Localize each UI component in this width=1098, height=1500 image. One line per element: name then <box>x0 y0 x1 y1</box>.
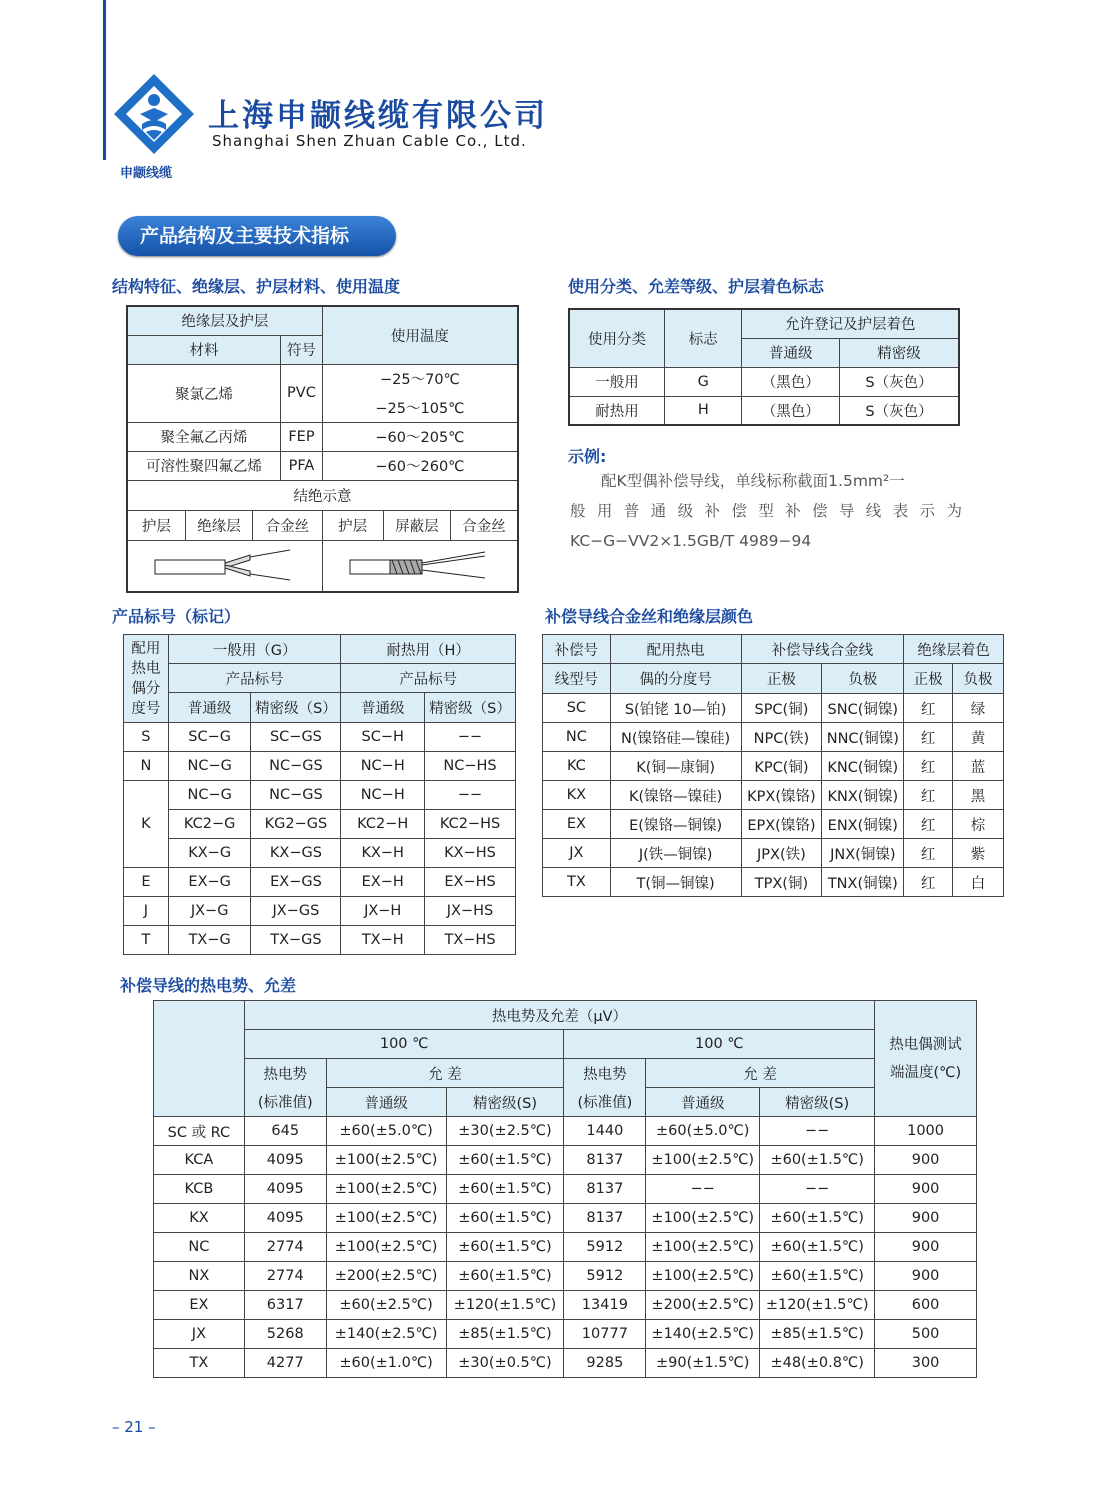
table-cell: ±100(±2.5℃) <box>646 1233 760 1262</box>
table-cell: TX−HS <box>425 926 516 955</box>
table-cell: ±60(±1.5℃) <box>446 1175 564 1204</box>
table-cell: TX−GS <box>251 926 341 955</box>
h-test-line: 热电偶测试 <box>889 1036 962 1053</box>
table-cell: 4095 <box>244 1204 326 1233</box>
table-cell: KNC(铜镍) <box>822 752 904 781</box>
h-use: 使用分类 <box>569 309 665 367</box>
h-model: 产品标号 <box>168 664 341 693</box>
table-cell: ±100(±2.5℃) <box>646 1262 760 1291</box>
table-cell: −− <box>425 781 516 810</box>
table-cell: EX−H <box>341 868 425 897</box>
table-cell: 红 <box>904 694 953 723</box>
table-cell: 900 <box>875 1233 977 1262</box>
table-cell: G <box>665 367 742 396</box>
table-cell: KCA <box>154 1146 245 1175</box>
table-cell: EX <box>154 1291 245 1320</box>
h-tc: 偶的分度号 <box>610 664 741 694</box>
h-emf: 热电势及允差（μV） <box>244 1001 874 1030</box>
h-neg: 负极 <box>953 664 1004 694</box>
h-normal: 普通级 <box>742 338 840 367</box>
h-general: 一般用（G） <box>168 635 341 664</box>
diagram-label: 屏蔽层 <box>383 511 450 541</box>
example-text <box>570 466 962 556</box>
table-cell: ±140(±2.5℃) <box>326 1320 446 1349</box>
company-name-cn: 上海申颛线缆有限公司 <box>208 98 548 134</box>
table-cell: JX <box>154 1320 245 1349</box>
table-cell: 一般用 <box>569 367 665 396</box>
table-cell: 棕 <box>953 810 1004 839</box>
table-cell: KX−HS <box>425 839 516 868</box>
table-cell: ±100(±2.5℃) <box>646 1204 760 1233</box>
table-cell: 900 <box>875 1175 977 1204</box>
h-normal: 普通级 <box>341 693 425 723</box>
h-test <box>875 1001 977 1117</box>
h-tol: 允 差 <box>326 1059 564 1088</box>
table-cell: KNX(铜镍) <box>822 781 904 810</box>
table-cell: 红 <box>904 839 953 868</box>
table-cell: PVC <box>281 364 323 422</box>
table-cell: JX−H <box>341 897 425 926</box>
h-normal: 普通级 <box>326 1088 446 1117</box>
table-cell: ±100(±2.5℃) <box>326 1204 446 1233</box>
table-cell: S <box>124 723 169 752</box>
table-cell: ±120(±1.5℃) <box>760 1291 875 1320</box>
table-cell: 900 <box>875 1262 977 1291</box>
table-cell: ±200(±2.5℃) <box>326 1262 446 1291</box>
logo-caption: 申颛线缆 <box>120 166 173 181</box>
table-cell: 900 <box>875 1146 977 1175</box>
table-cell: S（灰色） <box>840 396 959 425</box>
table-cell: NC <box>543 723 611 752</box>
table-cell: FEP <box>281 422 323 451</box>
table-cell: ±85(±1.5℃) <box>760 1320 875 1349</box>
table-cell: JPX(铁) <box>741 839 822 868</box>
h-model: 线型号 <box>543 664 611 694</box>
table-cell: ±60(±1.5℃) <box>760 1233 875 1262</box>
table-cell: 紫 <box>953 839 1004 868</box>
h-insulation: 绝缘层及护层 <box>127 306 322 335</box>
table-cell: −− <box>760 1117 875 1146</box>
table-cell: 黑 <box>953 781 1004 810</box>
table-cell: 6317 <box>244 1291 326 1320</box>
h-precise: 精密级 <box>840 338 959 367</box>
table-cell: （黑色） <box>742 396 840 425</box>
table-cell: 8137 <box>564 1146 646 1175</box>
h-neg: 负极 <box>822 664 904 694</box>
table-cell: NC−GS <box>251 781 341 810</box>
table-cell: ±60(±1.5℃) <box>760 1146 875 1175</box>
table-cell: TPX(铜) <box>741 868 822 897</box>
h-normal: 普通级 <box>168 693 251 723</box>
table-cell: SNC(铜镍) <box>822 694 904 723</box>
section2-title: 使用分类、允差等级、护层着色标志 <box>568 277 825 296</box>
table-cell: ±60(±1.0℃) <box>326 1349 446 1378</box>
table-cell: K <box>124 781 169 868</box>
table-cell: KX <box>543 781 611 810</box>
table-cell: 2774 <box>244 1262 326 1291</box>
diagram-label: 护层 <box>322 511 383 541</box>
diagram-label: 护层 <box>128 511 185 541</box>
table-cell: 500 <box>875 1320 977 1349</box>
table-cell: −− <box>646 1175 760 1204</box>
table-cell: SC <box>543 694 611 723</box>
table-cell: ±60(±1.5℃) <box>760 1204 875 1233</box>
table-cell: SC−H <box>341 723 425 752</box>
table-cell: 绿 <box>953 694 1004 723</box>
table-cell: 红 <box>904 752 953 781</box>
table-cell: KG2−GS <box>251 810 341 839</box>
table-cell: 900 <box>875 1204 977 1233</box>
table-cell: ±140(±2.5℃) <box>646 1320 760 1349</box>
table-cell: S(铂铑 10—铂) <box>610 694 741 723</box>
table-cell: −− <box>425 723 516 752</box>
table-cell: EX−GS <box>251 868 341 897</box>
h-emf-val: 热电势 <box>244 1059 326 1088</box>
header-rule <box>103 0 106 160</box>
emf-tolerance-table <box>153 1000 977 1378</box>
table-cell: T(铜—铜镍) <box>610 868 741 897</box>
table-cell: 红 <box>904 723 953 752</box>
company-logo-icon <box>112 72 196 156</box>
table-cell: 聚全氟乙丙烯 <box>127 422 281 451</box>
diagram-label: 合金丝 <box>253 511 322 541</box>
table-cell: ENX(铜镍) <box>822 810 904 839</box>
table-cell: SC−GS <box>251 723 341 752</box>
table-cell: E(镍铬—铜镍) <box>610 810 741 839</box>
h-emf-std: (标准值) <box>564 1088 646 1117</box>
table-cell: 白 <box>953 868 1004 897</box>
structure-table <box>126 305 519 593</box>
h-model: 补偿号 <box>543 635 611 664</box>
table-cell: H <box>665 396 742 425</box>
example-line-3: KC−G−VV2×1.5GB/T 4989−94 <box>570 532 812 550</box>
table-cell: ±60(±1.5℃) <box>446 1146 564 1175</box>
table-cell: 耐热用 <box>569 396 665 425</box>
table-cell: S（灰色） <box>840 367 959 396</box>
usage-class-table <box>568 308 960 426</box>
table-cell: NC−H <box>341 752 425 781</box>
table-cell: ±60(±5.0℃) <box>326 1117 446 1146</box>
table-cell: KC2−H <box>341 810 425 839</box>
table-cell: TNX(铜镍) <box>822 868 904 897</box>
cable-diagram-shielded-icon <box>345 546 495 586</box>
table-cell: ±200(±2.5℃) <box>646 1291 760 1320</box>
table-cell: KX−H <box>341 839 425 868</box>
table-cell: NC−GS <box>251 752 341 781</box>
table-cell: −− <box>760 1175 875 1204</box>
table-cell: KX−G <box>168 839 251 868</box>
table-cell: EPX(镍铬) <box>741 810 822 839</box>
h-emf-val: 热电势 <box>564 1059 646 1088</box>
table-cell: −25～70℃ <box>322 364 518 393</box>
table-cell: −25～105℃ <box>322 393 518 422</box>
table-cell: 红 <box>904 781 953 810</box>
h-temp: 使用温度 <box>322 306 518 364</box>
table-cell: 4095 <box>244 1175 326 1204</box>
product-code-table <box>123 634 516 955</box>
table-cell: ±85(±1.5℃) <box>446 1320 564 1349</box>
table-cell: J(铁—铜镍) <box>610 839 741 868</box>
table-cell: ±48(±0.8℃) <box>760 1349 875 1378</box>
h-symbol: 符号 <box>281 335 323 364</box>
h-pos: 正极 <box>741 664 822 694</box>
h-emf-std: (标准值) <box>244 1088 326 1117</box>
table-cell: −60～205℃ <box>322 422 518 451</box>
table-cell: 5912 <box>564 1233 646 1262</box>
table-cell: TX−H <box>341 926 425 955</box>
table-cell: TX <box>543 868 611 897</box>
h-div <box>124 635 169 723</box>
h-precise: 精密级（S） <box>425 693 516 723</box>
table-cell: JX <box>543 839 611 868</box>
table-cell: T <box>124 926 169 955</box>
table-cell: NC−HS <box>425 752 516 781</box>
table-cell: 红 <box>904 868 953 897</box>
h-material: 材料 <box>127 335 281 364</box>
example-line-1: 配K型偶补偿导线，单线标称截面1.5mm²一 <box>601 472 905 490</box>
table-cell: E <box>124 868 169 897</box>
table-cell: NC−G <box>168 781 251 810</box>
page-number: – 21 – <box>112 1418 156 1436</box>
h-tc: 配用热电 <box>610 635 741 664</box>
table-cell: 5268 <box>244 1320 326 1349</box>
table-cell: TX−G <box>168 926 251 955</box>
table-cell: ±100(±2.5℃) <box>326 1175 446 1204</box>
table-cell: EX <box>543 810 611 839</box>
section-banner: 产品结构及主要技术指标 <box>118 216 396 256</box>
section1-title: 结构特征、绝缘层、护层材料、使用温度 <box>112 277 401 296</box>
table-cell: PFA <box>281 451 323 480</box>
table-cell: KPX(镍铬) <box>741 781 822 810</box>
diagram-label: 合金丝 <box>462 518 506 535</box>
section3-title: 产品标号（标记） <box>112 607 241 626</box>
table-cell: JNX(铜镍) <box>822 839 904 868</box>
h-t2: 100 ℃ <box>564 1030 875 1059</box>
table-cell: NPC(铁) <box>741 723 822 752</box>
table-cell: KX <box>154 1204 245 1233</box>
table-cell: 2774 <box>244 1233 326 1262</box>
h-alloy: 补偿导线合金线 <box>741 635 904 664</box>
h-tol: 允 差 <box>646 1059 875 1088</box>
table-cell: 600 <box>875 1291 977 1320</box>
h-heat: 耐热用（H） <box>341 635 516 664</box>
table-cell: SC−G <box>168 723 251 752</box>
table-cell: NC−G <box>168 752 251 781</box>
h-div-line: 度号 <box>131 700 161 717</box>
table-cell: ±60(±1.5℃) <box>446 1204 564 1233</box>
table-cell: 8137 <box>564 1204 646 1233</box>
table-cell: ±60(±1.5℃) <box>446 1262 564 1291</box>
section4-title: 补偿导线合金丝和绝缘层颜色 <box>545 607 754 626</box>
table-cell: ±100(±2.5℃) <box>326 1233 446 1262</box>
table-cell: ±60(±2.5℃) <box>326 1291 446 1320</box>
table-cell: 300 <box>875 1349 977 1378</box>
h-div-line: 热电 <box>131 660 161 677</box>
table-cell: SC 或 RC <box>154 1117 245 1146</box>
table-cell: ±30(±2.5℃) <box>446 1117 564 1146</box>
table-cell: ±90(±1.5℃) <box>646 1349 760 1378</box>
table-cell: 9285 <box>564 1349 646 1378</box>
table-cell: ±60(±5.0℃) <box>646 1117 760 1146</box>
h-precise: 精密级（S） <box>251 693 341 723</box>
table-cell: 8137 <box>564 1175 646 1204</box>
table-cell: −60～260℃ <box>322 451 518 480</box>
table-cell: ±120(±1.5℃) <box>446 1291 564 1320</box>
table-cell: EX−HS <box>425 868 516 897</box>
table-cell: JX−HS <box>425 897 516 926</box>
diagram-label: 绝缘层 <box>185 511 252 541</box>
alloy-color-table <box>542 634 1004 897</box>
table-cell: N(镍铬硅—镍硅) <box>610 723 741 752</box>
h-model: 产品标号 <box>341 664 516 693</box>
h-pos: 正极 <box>904 664 953 694</box>
table-cell: NX <box>154 1262 245 1291</box>
table-cell: 645 <box>244 1117 326 1146</box>
table-cell: 可溶性聚四氟乙烯 <box>127 451 281 480</box>
company-name-en: Shanghai Shen Zhuan Cable Co., Ltd. <box>212 132 527 150</box>
diagram-title: 结绝示意 <box>127 480 518 510</box>
table-cell: KC2−G <box>168 810 251 839</box>
table-cell: KCB <box>154 1175 245 1204</box>
table-cell: 5912 <box>564 1262 646 1291</box>
table-cell: 聚氯乙烯 <box>127 364 281 422</box>
table-cell: ±60(±1.5℃) <box>760 1262 875 1291</box>
table-cell: KC <box>543 752 611 781</box>
table-cell: TX <box>154 1349 245 1378</box>
h-mark: 标志 <box>665 309 742 367</box>
table-cell: （黑色） <box>742 367 840 396</box>
table-cell: ±30(±0.5℃) <box>446 1349 564 1378</box>
h-div-line: 配用 <box>131 640 161 657</box>
h-color: 绝缘层着色 <box>904 635 1004 664</box>
table-cell: JX−GS <box>251 897 341 926</box>
h-grade: 允许登记及护层着色 <box>742 309 959 338</box>
table-cell: ±100(±2.5℃) <box>326 1146 446 1175</box>
table-cell: ±60(±1.5℃) <box>446 1233 564 1262</box>
h-normal: 普通级 <box>646 1088 760 1117</box>
h-test-line: 端温度(℃) <box>890 1064 962 1081</box>
h-t1: 100 ℃ <box>244 1030 564 1059</box>
example-title: 示例: <box>568 447 607 466</box>
table-cell: SPC(铜) <box>741 694 822 723</box>
table-cell: J <box>124 897 169 926</box>
table-cell: EX−G <box>168 868 251 897</box>
table-cell: NNC(铜镍) <box>822 723 904 752</box>
table-cell: K(铜—康铜) <box>610 752 741 781</box>
table-cell: 13419 <box>564 1291 646 1320</box>
h-blank <box>154 1001 245 1117</box>
table-cell: 黄 <box>953 723 1004 752</box>
table-cell: 10777 <box>564 1320 646 1349</box>
cable-diagram-unshielded-icon <box>150 546 300 586</box>
table-cell: 4095 <box>244 1146 326 1175</box>
example-line-2: 般用普通级补偿型补偿导线表示为 <box>570 502 962 520</box>
table-cell: K(镍铬—镍硅) <box>610 781 741 810</box>
table-cell: 4277 <box>244 1349 326 1378</box>
section5-title: 补偿导线的热电势、允差 <box>120 976 297 995</box>
table-cell: KX−GS <box>251 839 341 868</box>
h-div-line: 偶分 <box>131 680 161 697</box>
table-cell: N <box>124 752 169 781</box>
table-cell: ±100(±2.5℃) <box>646 1146 760 1175</box>
table-cell: NC−H <box>341 781 425 810</box>
h-precise: 精密级(S) <box>446 1088 564 1117</box>
h-precise: 精密级(S) <box>760 1088 875 1117</box>
table-cell: KC2−HS <box>425 810 516 839</box>
table-cell: 红 <box>904 810 953 839</box>
table-cell: 1440 <box>564 1117 646 1146</box>
table-cell: 蓝 <box>953 752 1004 781</box>
table-cell: KPC(铜) <box>741 752 822 781</box>
table-cell: NC <box>154 1233 245 1262</box>
table-cell: 1000 <box>875 1117 977 1146</box>
table-cell: JX−G <box>168 897 251 926</box>
